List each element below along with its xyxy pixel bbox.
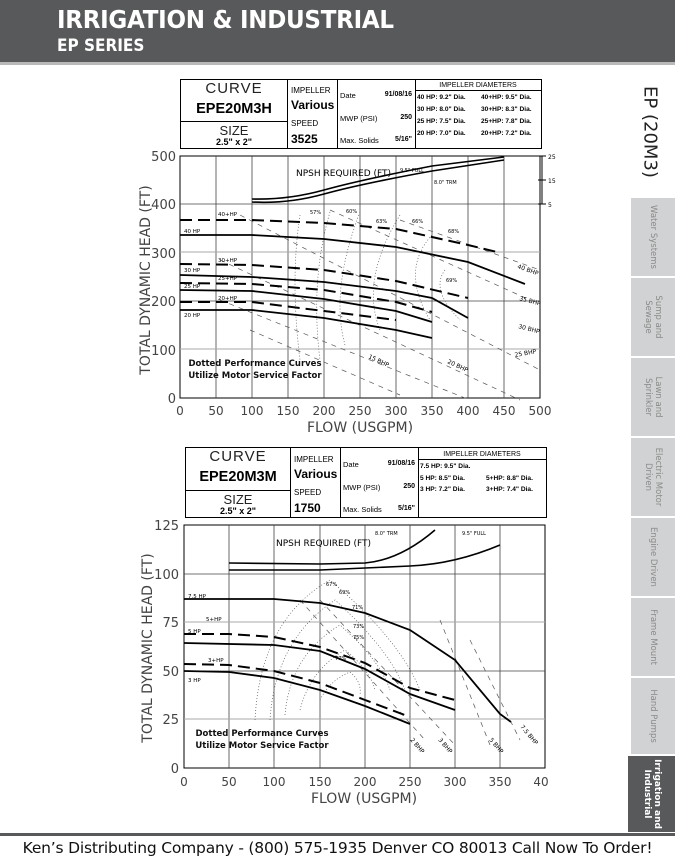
svg-text:100: 100 (262, 775, 286, 789)
svg-text:40 BHP: 40 BHP (516, 263, 540, 278)
svg-text:0: 0 (170, 762, 179, 777)
svg-text:250: 250 (348, 404, 372, 418)
footer-divider (0, 833, 675, 836)
svg-text:300: 300 (443, 775, 467, 789)
svg-text:125: 125 (154, 519, 179, 534)
svg-text:35 BHP: 35 BHP (518, 295, 542, 308)
svg-text:20 BHP: 20 BHP (446, 358, 469, 375)
svg-text:75%: 75% (353, 635, 365, 641)
svg-text:40: 40 (533, 775, 549, 789)
svg-text:3 HP: 3 HP (188, 678, 201, 684)
svg-text:69%: 69% (339, 590, 351, 596)
note-line-2: Utilize Motor Service Factor (195, 741, 329, 751)
svg-text:NPSH REQUIRED (FT): NPSH REQUIRED (FT) (296, 169, 392, 179)
svg-text:7.5 HP: 7.5 HP (188, 594, 206, 600)
svg-text:5: 5 (548, 202, 552, 209)
svg-text:7.5 BHP: 7.5 BHP (518, 723, 540, 747)
svg-text:300: 300 (384, 404, 408, 418)
svg-text:100: 100 (151, 344, 176, 359)
svg-text:400: 400 (456, 404, 480, 418)
svg-text:71%: 71% (352, 605, 364, 611)
svg-text:NPSH REQUIRED (FT): NPSH REQUIRED (FT) (276, 539, 372, 549)
svg-text:0: 0 (176, 404, 184, 418)
svg-text:5 BHP: 5 BHP (487, 736, 505, 756)
svg-text:50: 50 (208, 404, 224, 418)
svg-text:15 BHP: 15 BHP (367, 353, 390, 370)
svg-text:2 BHP: 2 BHP (408, 736, 426, 756)
page-subtitle: EP SERIES (57, 36, 145, 56)
svg-text:350: 350 (488, 775, 512, 789)
svg-text:350: 350 (420, 404, 444, 418)
svg-text:63%: 63% (376, 219, 388, 225)
svg-text:40 HP: 40 HP (184, 229, 201, 235)
svg-text:75: 75 (162, 616, 179, 631)
svg-text:15: 15 (548, 178, 556, 185)
svg-text:250: 250 (398, 775, 422, 789)
svg-text:50: 50 (221, 775, 237, 789)
page-title: IRRIGATION & INDUSTRIAL (57, 5, 394, 34)
y-axis-label: TOTAL DYNAMIC HEAD (FT) (140, 553, 156, 743)
svg-text:500: 500 (151, 150, 176, 165)
svg-text:500: 500 (528, 404, 552, 418)
tab-water-systems[interactable]: Water Systems (631, 198, 675, 278)
svg-text:66%: 66% (412, 219, 424, 225)
tab-sump-and-sewage[interactable]: Sump and Sewage (631, 278, 675, 358)
svg-text:30+HP: 30+HP (218, 258, 238, 264)
svg-text:30 BHP: 30 BHP (517, 323, 541, 336)
svg-text:3+HP: 3+HP (208, 658, 224, 664)
svg-text:200: 200 (312, 404, 336, 418)
x-axis-label: FLOW (USGPM) (310, 791, 418, 807)
svg-text:20+HP: 20+HP (218, 296, 238, 302)
svg-text:25: 25 (548, 154, 556, 161)
svg-text:3 BHP: 3 BHP (436, 736, 454, 756)
svg-text:50: 50 (162, 665, 179, 680)
svg-text:25: 25 (162, 713, 179, 728)
curve-model: EPE20M3M (199, 469, 277, 485)
svg-text:450: 450 (492, 404, 516, 418)
svg-text:8.0" TRM: 8.0" TRM (434, 180, 457, 186)
svg-text:57%: 57% (310, 210, 322, 216)
y-axis-label: TOTAL DYNAMIC HEAD (FT) (138, 185, 154, 375)
svg-text:0: 0 (167, 392, 176, 407)
curve-info-box-2: CURVE EPE20M3M SIZE 2.5" x 2" IMPELLER Various SPEED 1750 Date 91/08/16 MWP (PSI) 250 Max. Solids 5/16" IMPELLER DIAMETERS 7.5 HP: 9.5" Dia. 5 HP: 8.5" Dia. 5+HP: 8.8" Dia. 3 HP: 7.2" Dia. 3+HP: 7.4" Dia. (185, 447, 547, 518)
svg-text:69%: 69% (446, 278, 458, 284)
note-line-1: Dotted Performance Curves (188, 359, 322, 369)
svg-text:9.5" FULL: 9.5" FULL (400, 168, 424, 174)
note-line-2: Utilize Motor Service Factor (188, 371, 322, 381)
svg-text:100: 100 (154, 568, 179, 583)
model-side-title: EP (20M3) (639, 86, 661, 178)
svg-text:200: 200 (151, 295, 176, 310)
svg-text:8.0" TRM: 8.0" TRM (375, 531, 398, 537)
svg-text:77%: 77% (335, 656, 347, 662)
svg-text:400: 400 (151, 198, 176, 213)
svg-text:25 BHP: 25 BHP (514, 348, 537, 359)
svg-text:150: 150 (276, 404, 300, 418)
svg-text:30 HP: 30 HP (184, 268, 201, 274)
svg-text:25 HP: 25 HP (184, 284, 201, 290)
svg-text:60%: 60% (346, 209, 358, 215)
svg-text:5 HP: 5 HP (188, 629, 201, 635)
tab-frame-mount[interactable]: Frame Mount (631, 598, 675, 678)
tab-hand-pumps[interactable]: Hand Pumps (631, 678, 675, 756)
footer-contact: Ken’s Distributing Company - (800) 575-1935 Denver CO 80013 Call Now To Order! (22, 839, 653, 857)
svg-text:25+HP: 25+HP (218, 276, 238, 282)
svg-text:9.5" FULL: 9.5" FULL (462, 531, 486, 537)
tab-lawn-and-sprinkler[interactable]: Lawn and Sprinkler (631, 358, 675, 438)
svg-text:150: 150 (308, 775, 332, 789)
x-axis-label: FLOW (USGPM) (306, 420, 414, 436)
svg-text:100: 100 (240, 404, 264, 418)
svg-text:73%: 73% (353, 624, 365, 630)
tab-irrigation-and-industrial[interactable]: Irrigation and Industrial (628, 756, 675, 834)
tab-engine-driven[interactable]: Engine Driven (631, 518, 675, 598)
tab-electric-motor-driven[interactable]: Electric Motor Driven (631, 438, 675, 518)
svg-text:5+HP: 5+HP (206, 617, 222, 623)
note-line-1: Dotted Performance Curves (195, 729, 329, 739)
svg-text:300: 300 (151, 247, 176, 262)
svg-text:40+HP: 40+HP (218, 212, 238, 218)
curve-info-box-1: CURVE EPE20M3H SIZE 2.5" x 2" IMPELLER Various SPEED 3525 Date 91/08/16 MWP (PSI) 250 Max. Solids 5/16" IMPELLER DIAMETERS 40 HP: 9.2" Dia. 40+HP: 9.5" Dia. 30 HP: 8.0" Dia. 30+HP: 8.3" Dia. 25 HP: 7.5" Dia. 25+HP: 7.8" Dia. 20 HP: 7.0" Dia. 20+HP: 7.2" Dia. (180, 79, 542, 149)
svg-text:67%: 67% (326, 582, 338, 588)
curve-model: EPE20M3H (196, 101, 272, 117)
svg-text:200: 200 (353, 775, 377, 789)
svg-text:0: 0 (180, 775, 188, 789)
svg-text:68%: 68% (448, 229, 460, 235)
svg-text:20 HP: 20 HP (184, 313, 201, 319)
